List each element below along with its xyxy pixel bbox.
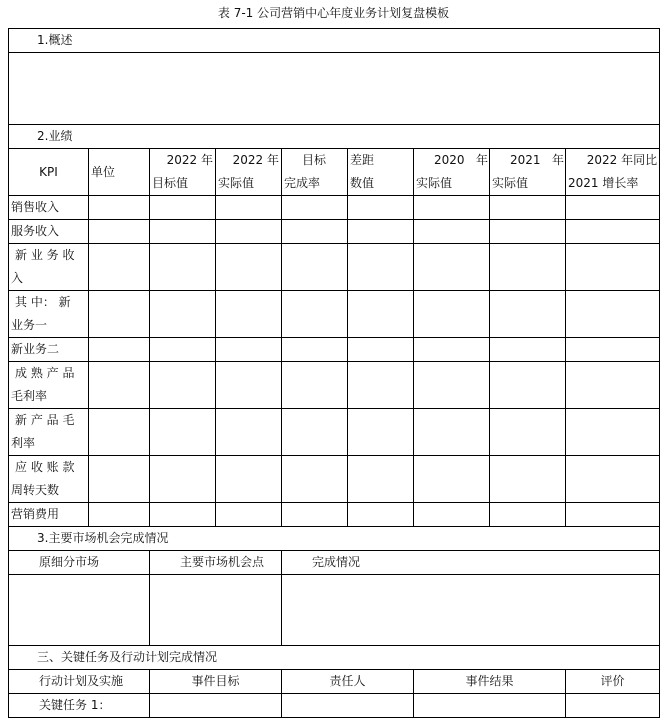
market-col-segment: 原细分市场 bbox=[9, 551, 150, 575]
market-col-opportunity: 主要市场机会点 bbox=[150, 551, 282, 575]
market-content-row bbox=[9, 575, 660, 646]
kpi-label: 新 业 务 收 入 bbox=[9, 244, 89, 291]
table-row bbox=[9, 220, 660, 244]
kpi-label: 成 熟 产 品 毛利率 bbox=[9, 362, 89, 409]
task-col-goal: 事件目标 bbox=[150, 670, 282, 694]
header-2022-target: 2022 年 目标值 bbox=[150, 149, 216, 196]
table-row bbox=[9, 503, 660, 527]
kpi-label: 销售收入 bbox=[9, 196, 89, 220]
kpi-label: 服务收入 bbox=[9, 220, 89, 244]
task-col-action-plan: 行动计划及实施 bbox=[9, 670, 150, 694]
table-row bbox=[9, 196, 660, 220]
kpi-label: 应 收 账 款 周转天数 bbox=[9, 456, 89, 503]
table-row bbox=[9, 456, 660, 503]
market-col-completion: 完成情况 bbox=[282, 551, 660, 575]
table-row bbox=[9, 694, 660, 718]
task-label: 关键任务 1： bbox=[9, 694, 150, 718]
kpi-header: KPI bbox=[9, 149, 89, 196]
header-completion-rate: 目标 完成率 bbox=[282, 149, 348, 196]
kpi-label: 新 产 品 毛 利率 bbox=[9, 409, 89, 456]
table-title: 表 7-1 公司营销中心年度业务计划复盘模板 bbox=[217, 6, 450, 20]
table-row bbox=[9, 338, 660, 362]
table-row bbox=[9, 409, 660, 456]
unit-header: 单位 bbox=[89, 149, 150, 196]
header-2022-actual: 2022 年 实际值 bbox=[216, 149, 282, 196]
section-performance: 2.业绩 bbox=[9, 125, 660, 149]
task-col-result: 事件结果 bbox=[414, 670, 566, 694]
header-2021-actual: 2021 年 实际值 bbox=[490, 149, 566, 196]
review-template-table bbox=[8, 28, 660, 718]
table-row bbox=[9, 244, 660, 291]
task-col-owner: 责任人 bbox=[282, 670, 414, 694]
kpi-label: 营销费用 bbox=[9, 503, 89, 527]
header-2020-actual: 2020 年 实际值 bbox=[414, 149, 490, 196]
kpi-label: 新业务二 bbox=[9, 338, 89, 362]
table-row bbox=[9, 291, 660, 338]
performance-header-row bbox=[9, 149, 660, 196]
task-col-evaluation: 评价 bbox=[566, 670, 660, 694]
table-row bbox=[9, 362, 660, 409]
header-2022-yoy-growth: 2022 年同比 2021 增长率 bbox=[566, 149, 660, 196]
header-gap-value: 差距 数值 bbox=[348, 149, 414, 196]
task-header-row bbox=[9, 670, 660, 694]
market-header-row bbox=[9, 551, 660, 575]
section-tasks: 三、关键任务及行动计划完成情况 bbox=[9, 646, 660, 670]
overview-content-cell[interactable] bbox=[9, 53, 660, 125]
section-overview: 1.概述 bbox=[9, 29, 660, 53]
section-market: 3.主要市场机会完成情况 bbox=[9, 527, 660, 551]
kpi-label: 其 中： 新 业务一 bbox=[9, 291, 89, 338]
